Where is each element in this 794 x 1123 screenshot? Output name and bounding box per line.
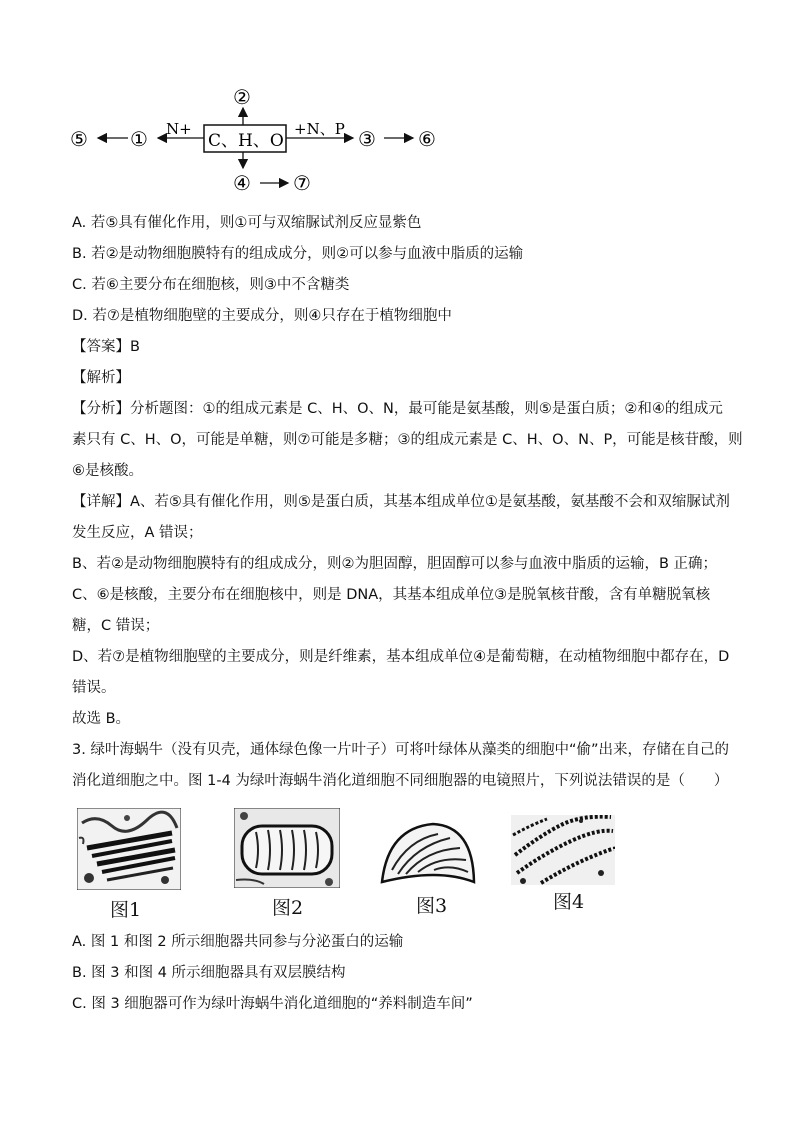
answer: 【答案】B [72,339,140,355]
q2-option-a: A. 若⑤具有催化作用，则①可与双缩脲试剂反应显紫色 [72,215,422,231]
q3-option-a: A. 图 1 和图 2 所示细胞器共同参与分泌蛋白的运输 [72,934,404,950]
analysis-line-3: ⑥是核酸。 [72,463,143,479]
node-3: ③ [358,127,376,151]
micrograph-4-er [511,815,615,885]
figure-1-caption: 图1 [110,899,142,921]
node-1: ① [130,127,148,151]
detail-line-6: D、若⑦是植物细胞壁的主要成分，则是纤维素，基本组成单位④是葡萄糖，在动植物细胞中都存在，D [72,649,730,665]
analysis-line-1: 【分析】分析题图：①的组成元素是 C、H、O、N，最可能是氨基酸，则⑤是蛋白质；②和④的组成元 [72,401,723,417]
q3-option-c: C. 图 3 细胞器可作为绿叶海蜗牛消化道细胞的“养料制造车间” [72,996,473,1012]
node-7: ⑦ [293,171,311,195]
figure-3-caption: 图3 [416,895,448,917]
figure-2-caption: 图2 [272,897,304,919]
question-3-line-1: 3. 绿叶海蜗牛（没有贝壳，通体绿色像一片叶子）可将叶绿体从藻类的细胞中“偷”出来，存储在自己的 [72,742,729,758]
detail-line-7: 错误。 [72,680,116,696]
detail-line-1: 【详解】A、若⑤具有催化作用，则⑤是蛋白质，其基本组成单位①是氨基酸，氨基酸不会和双缩脲试剂 [72,494,730,510]
node-6: ⑥ [418,127,436,151]
detail-line-4: C、⑥是核酸，主要分布在细胞核中，则是 DNA，其基本组成单位③是脱氧核苷酸，含有单糖脱氧核 [72,587,711,603]
q3-option-b: B. 图 3 和图 4 所示细胞器具有双层膜结构 [72,965,346,981]
analysis-heading: 【解析】 [72,370,130,386]
detail-line-5: 糖，C 错误； [72,618,160,634]
analysis-line-2: 素只有 C、H、O，可能是单糖，则⑦可能是多糖；③的组成元素是 C、H、O、N、P，可能是核苷酸，则 [72,432,743,448]
detail-line-2: 发生反应，A 错误； [72,525,203,541]
center-label: C、H、O [208,131,284,151]
micrograph-1-golgi [77,808,181,890]
detail-line-3: B、若②是动物细胞膜特有的组成成分，则②为胆固醇，胆固醇可以参与血液中脂质的运输，B 正确； [72,556,717,572]
element-flow-diagram [60,80,460,200]
question-3-line-2: 消化道细胞之中。图 1-4 为绿叶海蜗牛消化道细胞不同细胞器的电镜照片，下列说法错误的是（ ） [72,773,729,789]
label-n-p: +N、P [294,120,345,138]
node-4: ④ [233,171,251,195]
q2-option-b: B. 若②是动物细胞膜特有的组成成分，则②可以参与血液中脂质的运输 [72,246,524,262]
label-n-plus: N+ [166,120,192,138]
figure-4-caption: 图4 [553,891,585,913]
q2-option-d: D. 若⑦是植物细胞壁的主要成分，则④只存在于植物细胞中 [72,308,452,324]
micrograph-2-mitochondrion [234,808,340,888]
node-2: ② [233,85,251,109]
q2-option-c: C. 若⑥主要分布在细胞核，则③中不含糖类 [72,277,350,293]
detail-line-8: 故选 B。 [72,711,131,727]
node-5: ⑤ [70,127,88,151]
micrograph-3-chloroplast [378,820,478,888]
